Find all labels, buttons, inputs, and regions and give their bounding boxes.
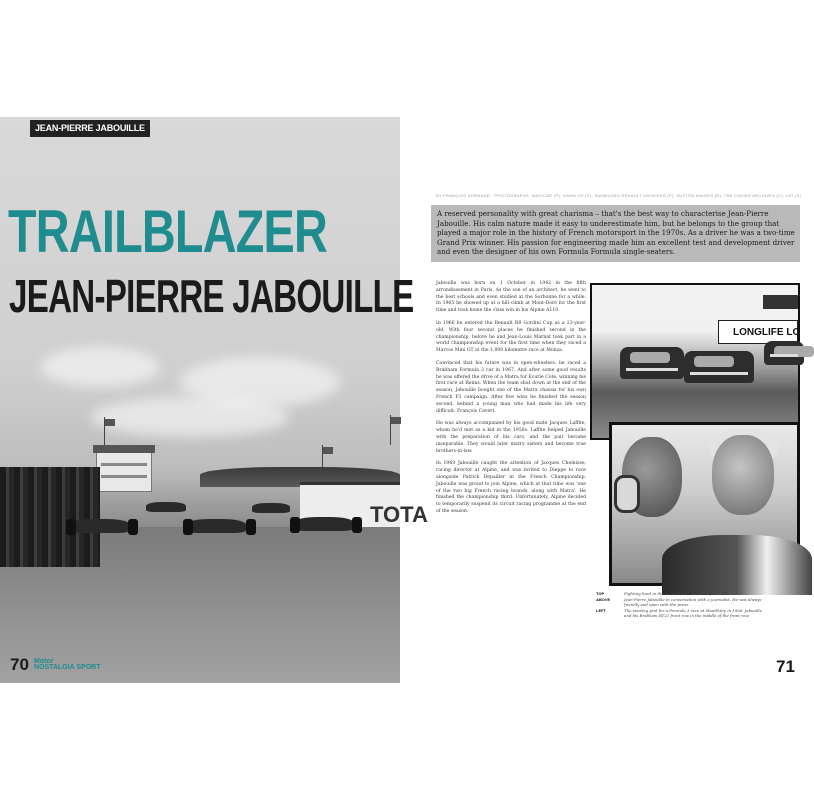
caption-label: LEFT: [596, 608, 606, 613]
photo-jabouille-portrait: [609, 422, 800, 586]
race-car: [70, 519, 130, 533]
caption-text: Jean-Pierre Jabouille in conversation with a journalist. He was always friendly and open with the press.: [624, 597, 762, 607]
magazine-logo-line-1: Motor: [34, 658, 54, 665]
wheel: [352, 517, 362, 533]
byline: BY FRANÇOIS DORNAND · PHOTOGRAPHS: MAGICAR (P), DAWN OF (C), SAMMLUNG RENAULT ARCHIVES (P), SUTTON IMAGES (R), THE CAHIER ARCHIVES (C), LAT (S): [436, 193, 802, 198]
race-car: [252, 503, 290, 513]
page-number-right: 71: [776, 657, 795, 676]
magazine-logo: [34, 659, 101, 671]
flag: [391, 417, 401, 424]
race-car: [620, 347, 684, 379]
headset-icon: [614, 475, 640, 513]
body-paragraph: He was always accompanied by his good mate Jacques Laffite, whom he'd met as a kid in the 1950s. Laffite helped Jabouille with the preparation of his cars, and the pair became inseparable. They would later marry sisters and become true brothers-in-law.: [436, 421, 586, 454]
jabouille-face: [712, 435, 774, 515]
barrier-advert-text: TOTA: [370, 502, 428, 527]
caption-text: Fighting hard in the Renault R8 Gordini Cup in 1966.: [624, 591, 730, 596]
wheel: [128, 519, 138, 535]
wheel: [66, 519, 76, 535]
section-tag: JEAN-PIERRE JABOUILLE: [30, 120, 150, 137]
cloud: [40, 347, 160, 387]
cloud: [90, 397, 290, 437]
body-paragraph: In 1966 he entered the Renault R8 Gordini Cup as a 23-year-old. With four second places he finished second in the championship, before he and Jean-Louis Marnat took part in a world championship event for the first time when they raced a Marcos Mini GT at the 1,000 kilometre race at Monza.: [436, 320, 586, 354]
longlife-sign: LONGLIFE LO: [718, 320, 798, 344]
caption-item: [596, 597, 770, 607]
shoulders: [662, 535, 812, 595]
caption-label: ABOVE: [596, 597, 611, 602]
headline-title: TRAILBLAZER: [8, 198, 327, 265]
caption-text: The starting grid for a Formula 3 race at Montlhéry in 1968. Jabouille and his Brabham BT21 front row in the middle of the front row.: [624, 608, 762, 618]
wheel: [290, 517, 300, 533]
caption-item: [596, 591, 770, 596]
page-number-left: 70: [10, 655, 29, 674]
photo-captions: [596, 591, 770, 619]
spectator-crowd: [0, 467, 100, 567]
race-car: [684, 351, 754, 383]
intro-standfirst: A reserved personality with great charisma – that's the best way to characterise Jean-Pierre Jabouille. His calm nature made it easy to underestimate him, but he belongs to the group that played a major role in the history of French motorsport in the 1970s. As a driver he was a two-time Grand Prix winner. His passion for engineering made him an excellent test and development driver and even the designer of his own Formula Formula single-seaters.: [431, 205, 800, 262]
wheel: [183, 519, 193, 535]
race-car: [764, 341, 804, 365]
wheel: [246, 519, 256, 535]
left-page-photo: [0, 117, 428, 683]
magazine-logo-line-2: NOSTALGIA SPORT: [34, 664, 101, 671]
control-tower: [96, 452, 152, 492]
race-car: [186, 519, 246, 533]
flag: [105, 419, 115, 426]
flag: [323, 447, 333, 454]
caption-label: TOP: [596, 591, 605, 596]
body-paragraph: Jabouille was born on 1 October in 1942 in the fifth arrondissement in Paris. As the son of an architect, he went to the best schools and even studied at the Sorbonne for a while. In 1965 he showed up at a hill-climb at Mont-Dore for the first time and took home the class win in his Alpine A110.: [436, 281, 586, 314]
race-car: [294, 517, 354, 531]
race-car: [146, 502, 186, 512]
article-body: [436, 281, 586, 522]
headline-subtitle: JEAN-PIERRE JABOUILLE: [9, 270, 414, 322]
body-paragraph: In 1969 Jabouille caught the attention of Jacques Cheinisse, racing director at Alpine, and was invited to Dieppe to race alongside Patrick Depailler in the French Championship. Jabouille was proud to join Alpine, which at that time was 'one of the two big French racing brands, along with Matra'. He finished the championship third. Unfortunately, Alpine decided to temporarily suspend its circuit racing programme at the end of the season.: [436, 461, 586, 514]
trackside-sign: [763, 295, 798, 309]
photo-gordini-cup: [590, 283, 800, 440]
body-paragraph: Convinced that his future was in open-wheelers, he raced a Brabham Formula 3 car in 1967. And after some good results he was offered the drive of a Matra for Ecurie Cote, winning his first race at Reims. When the team shut down at the end of the season, Jabouille bought one of the Matra chassis for his own French F3 campaign. After five wins he finished the season second, behind a young man who had made his life very difficult: François Cevert.: [436, 360, 586, 414]
caption-item: [596, 608, 770, 618]
